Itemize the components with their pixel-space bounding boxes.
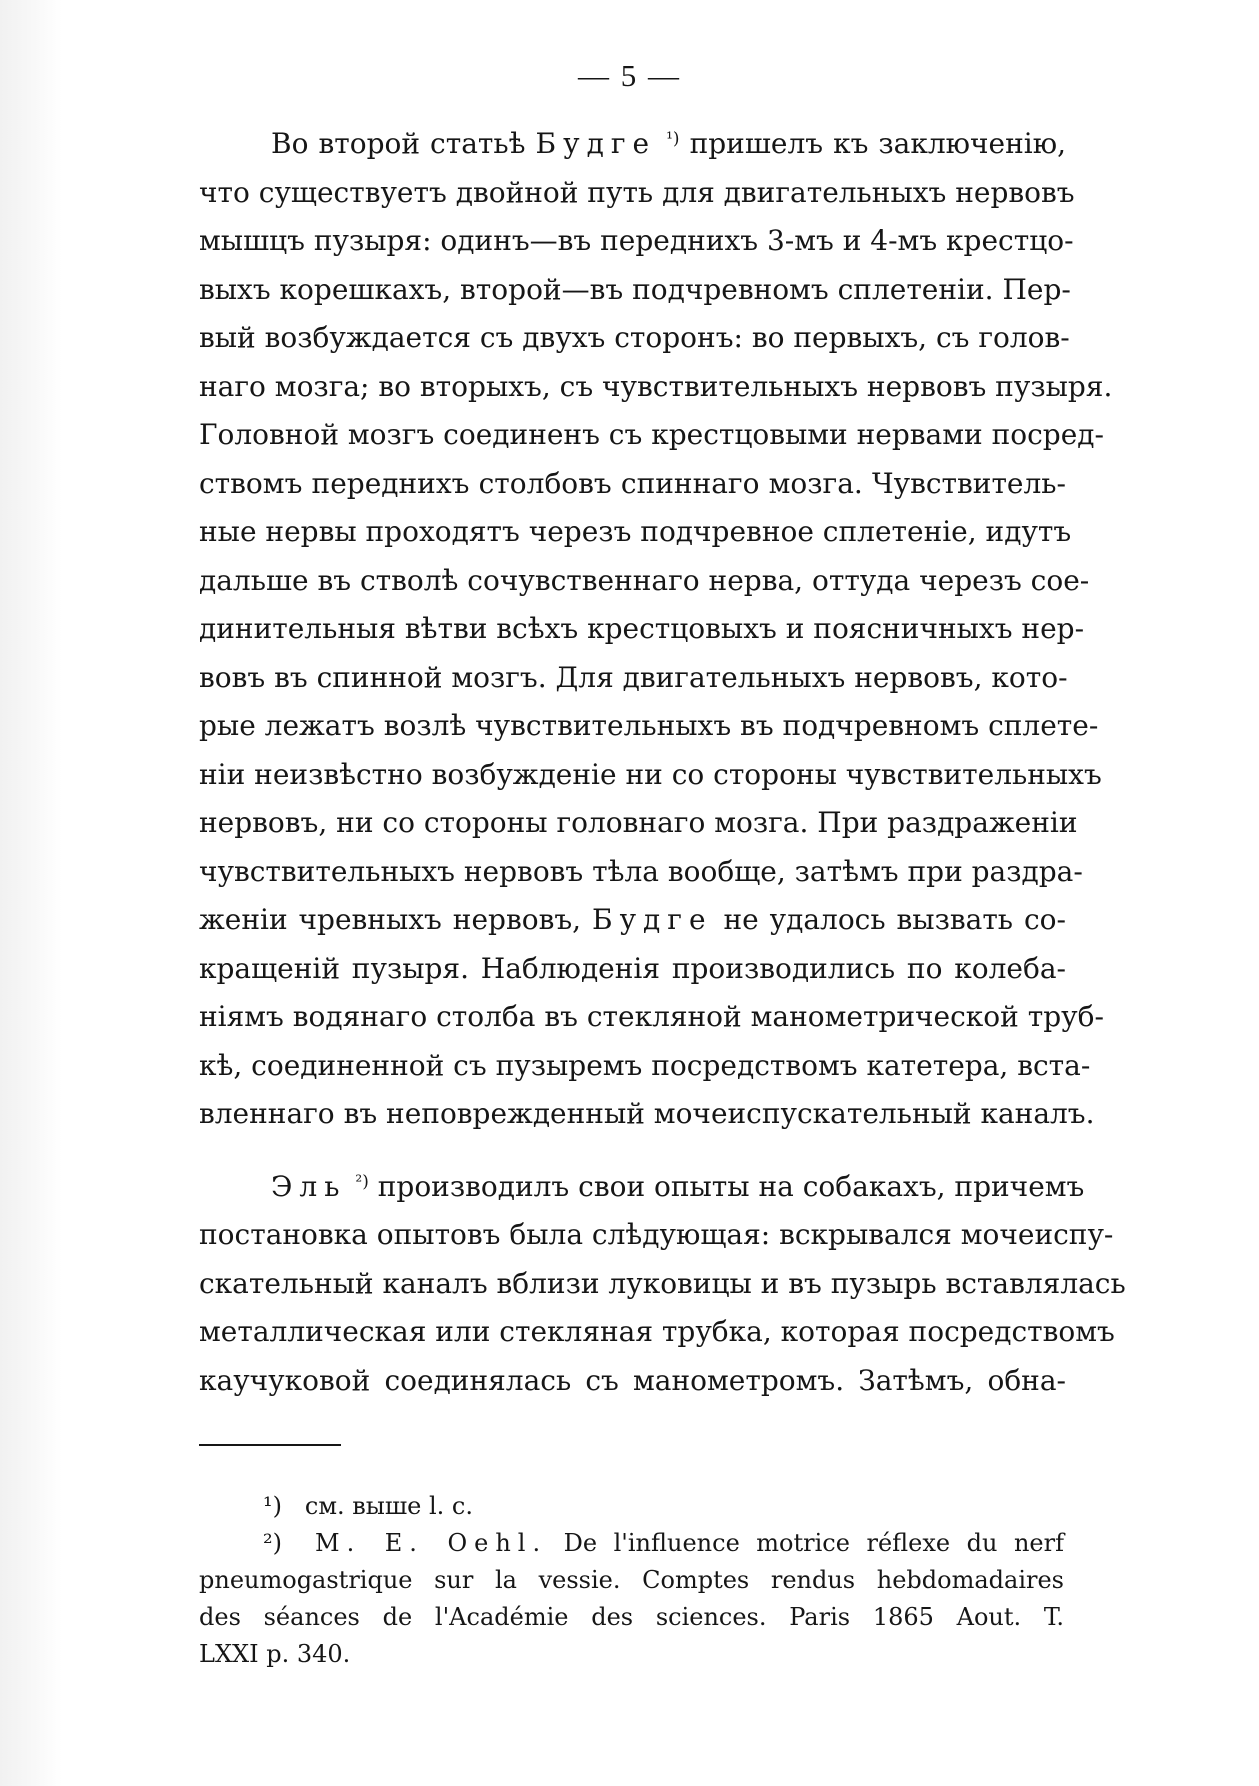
paragraph-1-line-21: вленнаго въ неповрежденный мочеиспускательный каналъ. xyxy=(199,1097,1095,1130)
footnote-2-line-4: LXXI p. 340. xyxy=(199,1640,351,1668)
body-text xyxy=(199,120,1126,1405)
text-segment: не удалось вызвать со- xyxy=(723,903,1066,936)
page-number: — 5 — xyxy=(578,58,681,93)
paragraph-1-line-13: рые лежатъ возлѣ чувствительныхъ въ подчревномъ сплете- xyxy=(199,709,1099,742)
paragraph-1-line-2: что существуетъ двойной путь для двигательныхъ нервовъ xyxy=(199,175,1075,209)
text-segment: De l'influence motrice réflexe du nerf xyxy=(563,1529,1064,1557)
paragraph-1-line-15: нервовъ, ни со стороны головнаго мозга. При раздраженіи xyxy=(199,806,1078,839)
paragraph-2-line-5: каучуковой соединялась съ манометромъ. Затѣмъ, обна- xyxy=(199,1363,1066,1397)
footnotes xyxy=(199,1488,1064,1673)
paragraph-1-line-9: ные нервы проходятъ черезъ подчревное сплетеніе, идутъ xyxy=(199,515,1072,548)
paragraph-1-line-12: вовъ въ спинной мозгъ. Для двигательныхъ нервовъ, кото- xyxy=(199,660,1068,694)
text-segment: женіи чревныхъ нервовъ, xyxy=(199,903,582,936)
footnote-2-line-2: pneumogastrique sur la vessie. Comptes rendus hebdomadaires xyxy=(199,1566,1064,1594)
paragraph-spacer xyxy=(199,1139,1066,1163)
paragraph-1-line-17 xyxy=(199,896,1066,945)
footnote-ref-2[interactable]: ²) xyxy=(355,1171,369,1192)
footnote-2-line-1 xyxy=(199,1525,1064,1562)
paragraph-1-line-10: дальше въ стволѣ сочувственнаго нерва, оттуда черезъ сое- xyxy=(199,563,1090,597)
paragraph-2-line-3: скательный каналъ вблизи луковицы и въ пузырь вставлялась xyxy=(199,1266,1126,1300)
footnote-1-marker: ¹) xyxy=(263,1492,282,1520)
paragraph-1-line-7: Головной мозгъ соединенъ съ крестцовыми нервами посред- xyxy=(199,418,1104,451)
footnote-divider xyxy=(199,1444,341,1446)
paragraph-1-line-18: кращеній пузыря. Наблюденія производились по колеба- xyxy=(199,951,1066,985)
author-name-budge: Будге xyxy=(535,127,657,160)
footnote-ref-1[interactable]: ¹) xyxy=(666,129,680,149)
footnote-2-line-3: des séances de l'Académie des sciences. Paris 1865 Aout. T. xyxy=(199,1603,1064,1631)
text-segment: производилъ свои опыты на собакахъ, причемъ xyxy=(377,1169,1085,1203)
paragraph-1-line-8: ствомъ переднихъ столбовъ спиннаго мозга. Чувствитель- xyxy=(199,466,1066,500)
paragraph-2-line-4: металлическая или стекляная трубка, которая посредствомъ xyxy=(199,1315,1115,1348)
footnote-1-text: см. выше l. c. xyxy=(304,1492,474,1520)
paragraph-1-line-16: чувствительныхъ нервовъ тѣла вообще, затѣмъ при раздра- xyxy=(199,854,1083,888)
scan-edge-shadow xyxy=(0,0,62,1786)
paragraph-1-line-1 xyxy=(199,120,1066,169)
footnote-2-marker: ²) xyxy=(263,1529,282,1557)
author-name-ehl: Эль xyxy=(271,1169,347,1203)
paragraph-2-line-1 xyxy=(199,1163,1085,1212)
paragraph-1-line-4: выхъ корешкахъ, второй—въ подчревномъ сплетеніи. Пер- xyxy=(199,272,1071,306)
footnote-1 xyxy=(199,1488,1064,1525)
paragraph-1-line-19: ніямъ водянаго столба въ стекляной манометрической труб- xyxy=(199,1000,1104,1033)
paragraph-1-line-11: динительныя вѣтви всѣхъ крестцовыхъ и поясничныхъ нер- xyxy=(199,612,1085,645)
text-segment: Во второй статьѣ xyxy=(271,127,526,160)
footnote-2-author: M. E. Oehl. xyxy=(315,1529,548,1557)
paragraph-1-line-6: наго мозга; во вторыхъ, съ чувствительныхъ нервовъ пузыря. xyxy=(199,369,1113,403)
paragraph-1-line-14: ніи неизвѣстно возбужденіе ни со стороны чувствительныхъ xyxy=(199,757,1102,791)
text-segment: пришелъ къ заключенію, xyxy=(689,127,1067,160)
paragraph-2-line-2: постановка опытовъ была слѣдующая: вскрывался мочеиспу- xyxy=(199,1218,1114,1251)
paragraph-1-line-5: вый возбуждается съ двухъ сторонъ: во первыхъ, съ голов- xyxy=(199,321,1070,354)
author-name-budge: Будге xyxy=(592,903,713,936)
paragraph-1-line-20: кѣ, соединенной съ пузыремъ посредствомъ катетера, вста- xyxy=(199,1048,1091,1082)
paragraph-1-line-3: мышцъ пузыря: одинъ—въ переднихъ 3-мъ и 4-мъ крестцо- xyxy=(199,224,1074,257)
